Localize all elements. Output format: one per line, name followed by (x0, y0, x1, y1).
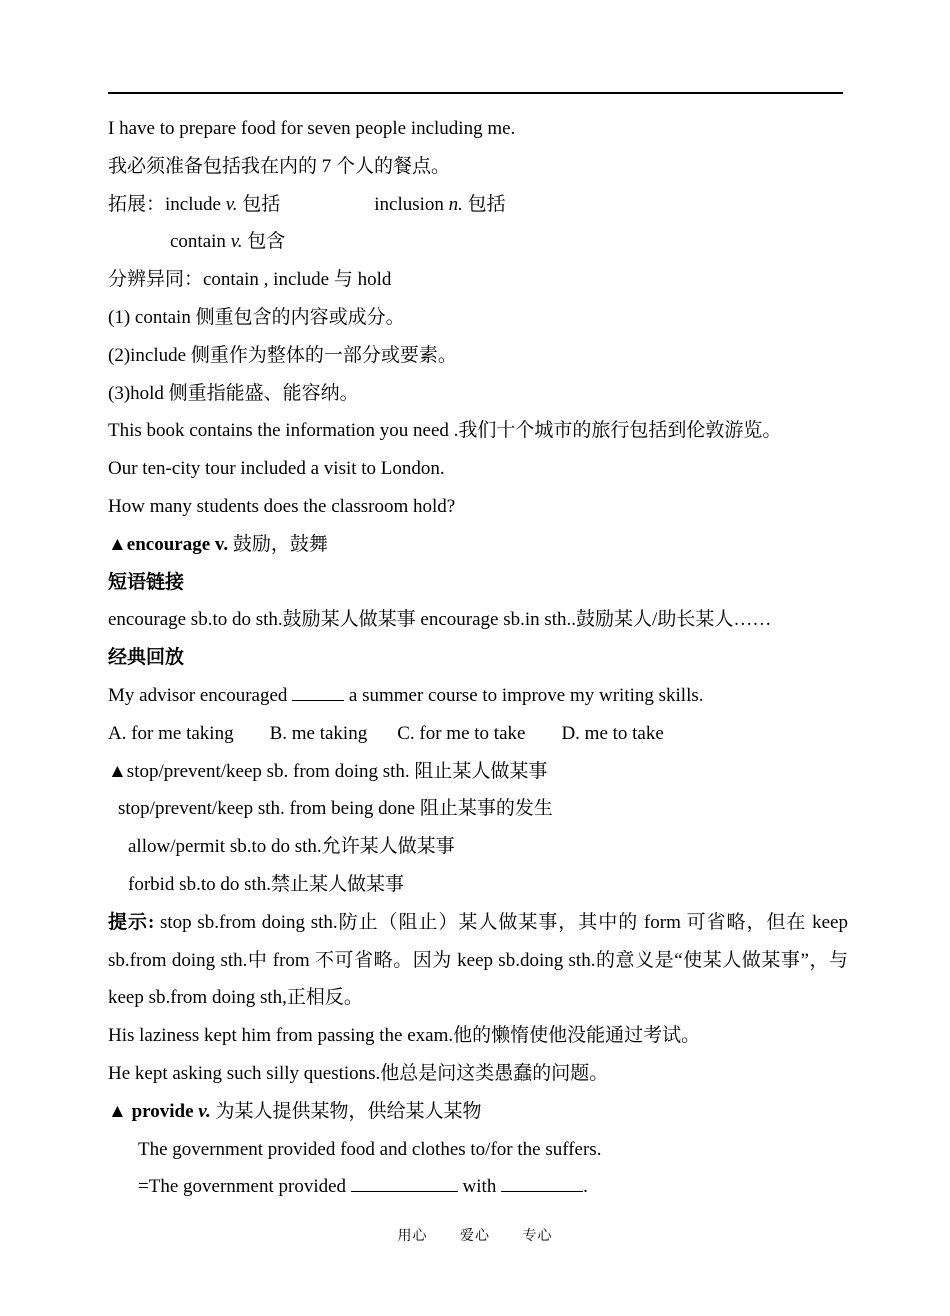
provide-entry (108, 1093, 848, 1131)
footer-word-2: 爱心 (460, 1229, 490, 1244)
contain-meaning: 包含 (242, 231, 286, 253)
example-include: Our ten-city tour included a visit to London. (108, 458, 445, 480)
extension-label: 拓展：include (108, 193, 226, 215)
forbid-phrase: forbid sb.to do sth.禁止某人做某事 (128, 873, 405, 895)
footer-word-1: 用心 (397, 1229, 428, 1244)
page-footer (0, 1225, 950, 1245)
pos-verb: v. (230, 231, 243, 253)
example-contain: This book contains the information you need .我们十个城市的旅行包括到伦敦游览。 (108, 420, 782, 442)
include-meaning: 包括 (237, 193, 281, 215)
provide-rewrite (108, 1168, 848, 1206)
pos-verb: v. (198, 1100, 211, 1122)
pos-verb: v. (225, 193, 238, 215)
distinguish-heading: 分辨异同：contain , include 与 hold (108, 269, 392, 291)
rewrite-blank-1 (351, 1173, 458, 1192)
option-d: D. me to take (561, 722, 664, 744)
stop-phrase: ▲stop/prevent/keep sb. from doing sth. 阻止某人做某事 (108, 760, 548, 782)
encourage-phrases: encourage sb.to do sth.鼓励某人做某事 encourage sb.in sth..鼓励某人/助长某人…… (108, 609, 772, 631)
inclusion-meaning: 包括 (462, 193, 506, 215)
question-start: My advisor encouraged (108, 684, 293, 706)
note-3: (3)hold 侧重指能盛、能容纳。 (108, 382, 359, 404)
example-kept-from: His laziness kept him from passing the exam.他的懒惰使他没能通过考试。 (108, 1025, 701, 1047)
encourage-meaning: 鼓励，鼓舞 (228, 533, 328, 555)
note-1: (1) contain 侧重包含的内容或成分。 (108, 306, 405, 328)
option-c: C. for me to take (397, 722, 526, 744)
note-2: (2)include 侧重作为整体的一部分或要素。 (108, 344, 457, 366)
example-kept-asking: He kept asking such silly questions.他总是问这类愚蠢的问题。 (108, 1062, 609, 1084)
encourage-entry (108, 526, 848, 564)
option-b: B. me taking (269, 722, 368, 744)
footer-word-3: 专心 (522, 1229, 553, 1244)
example-hold: How many students does the classroom hold? (108, 495, 456, 517)
pos-noun: n. (448, 193, 463, 215)
rewrite-blank-2 (501, 1173, 583, 1192)
answer-blank (292, 682, 344, 701)
header-rule (108, 92, 843, 94)
provide-meaning: 为某人提供某物，供给某人某物 (210, 1100, 482, 1122)
provide-headword: provide (131, 1100, 199, 1122)
provide-example: The government provided food and clothes to/for the suffers. (138, 1138, 602, 1160)
allow-phrase: allow/permit sb.to do sth.允许某人做某事 (128, 836, 455, 858)
tip-paragraph (108, 904, 848, 1017)
phrase-link-heading: 短语链接 (108, 571, 185, 593)
contain-line (108, 223, 848, 261)
triangle-marker: ▲ (108, 1100, 132, 1122)
option-a: A. for me taking (108, 722, 234, 744)
classic-review-heading: 经典回放 (108, 647, 185, 669)
extension-line (108, 186, 848, 224)
contain-word: contain (170, 231, 231, 253)
rewrite-end: . (583, 1176, 588, 1198)
document-body (108, 110, 848, 1206)
rewrite-with: with (457, 1176, 502, 1198)
exercise-question (108, 677, 848, 715)
inclusion-word: inclusion (374, 193, 449, 215)
example-translation: 我必须准备包括我在内的 7 个人的餐点。 (108, 155, 451, 177)
stop-sth-phrase: stop/prevent/keep sth. from being done 阻止某事的发生 (118, 798, 553, 820)
tip-text: stop sb.from doing sth.防止（阻止）某人做某事，其中的 form 可省略，但在 keep sb.from doing sth.中 from 不可省略。因为 keep sb.doing sth.的意义是“使某人做某事”，与 keep sb.from doing sth,正相反。 (108, 911, 848, 1009)
question-end: a summer course to improve my writing skills. (344, 684, 704, 706)
exercise-options (108, 715, 848, 753)
tip-label: 提示: (108, 911, 155, 933)
example-sentence: I have to prepare food for seven people including me. (108, 118, 516, 139)
rewrite-start: =The government provided (138, 1176, 351, 1198)
encourage-headword: ▲encourage v. (108, 533, 229, 555)
